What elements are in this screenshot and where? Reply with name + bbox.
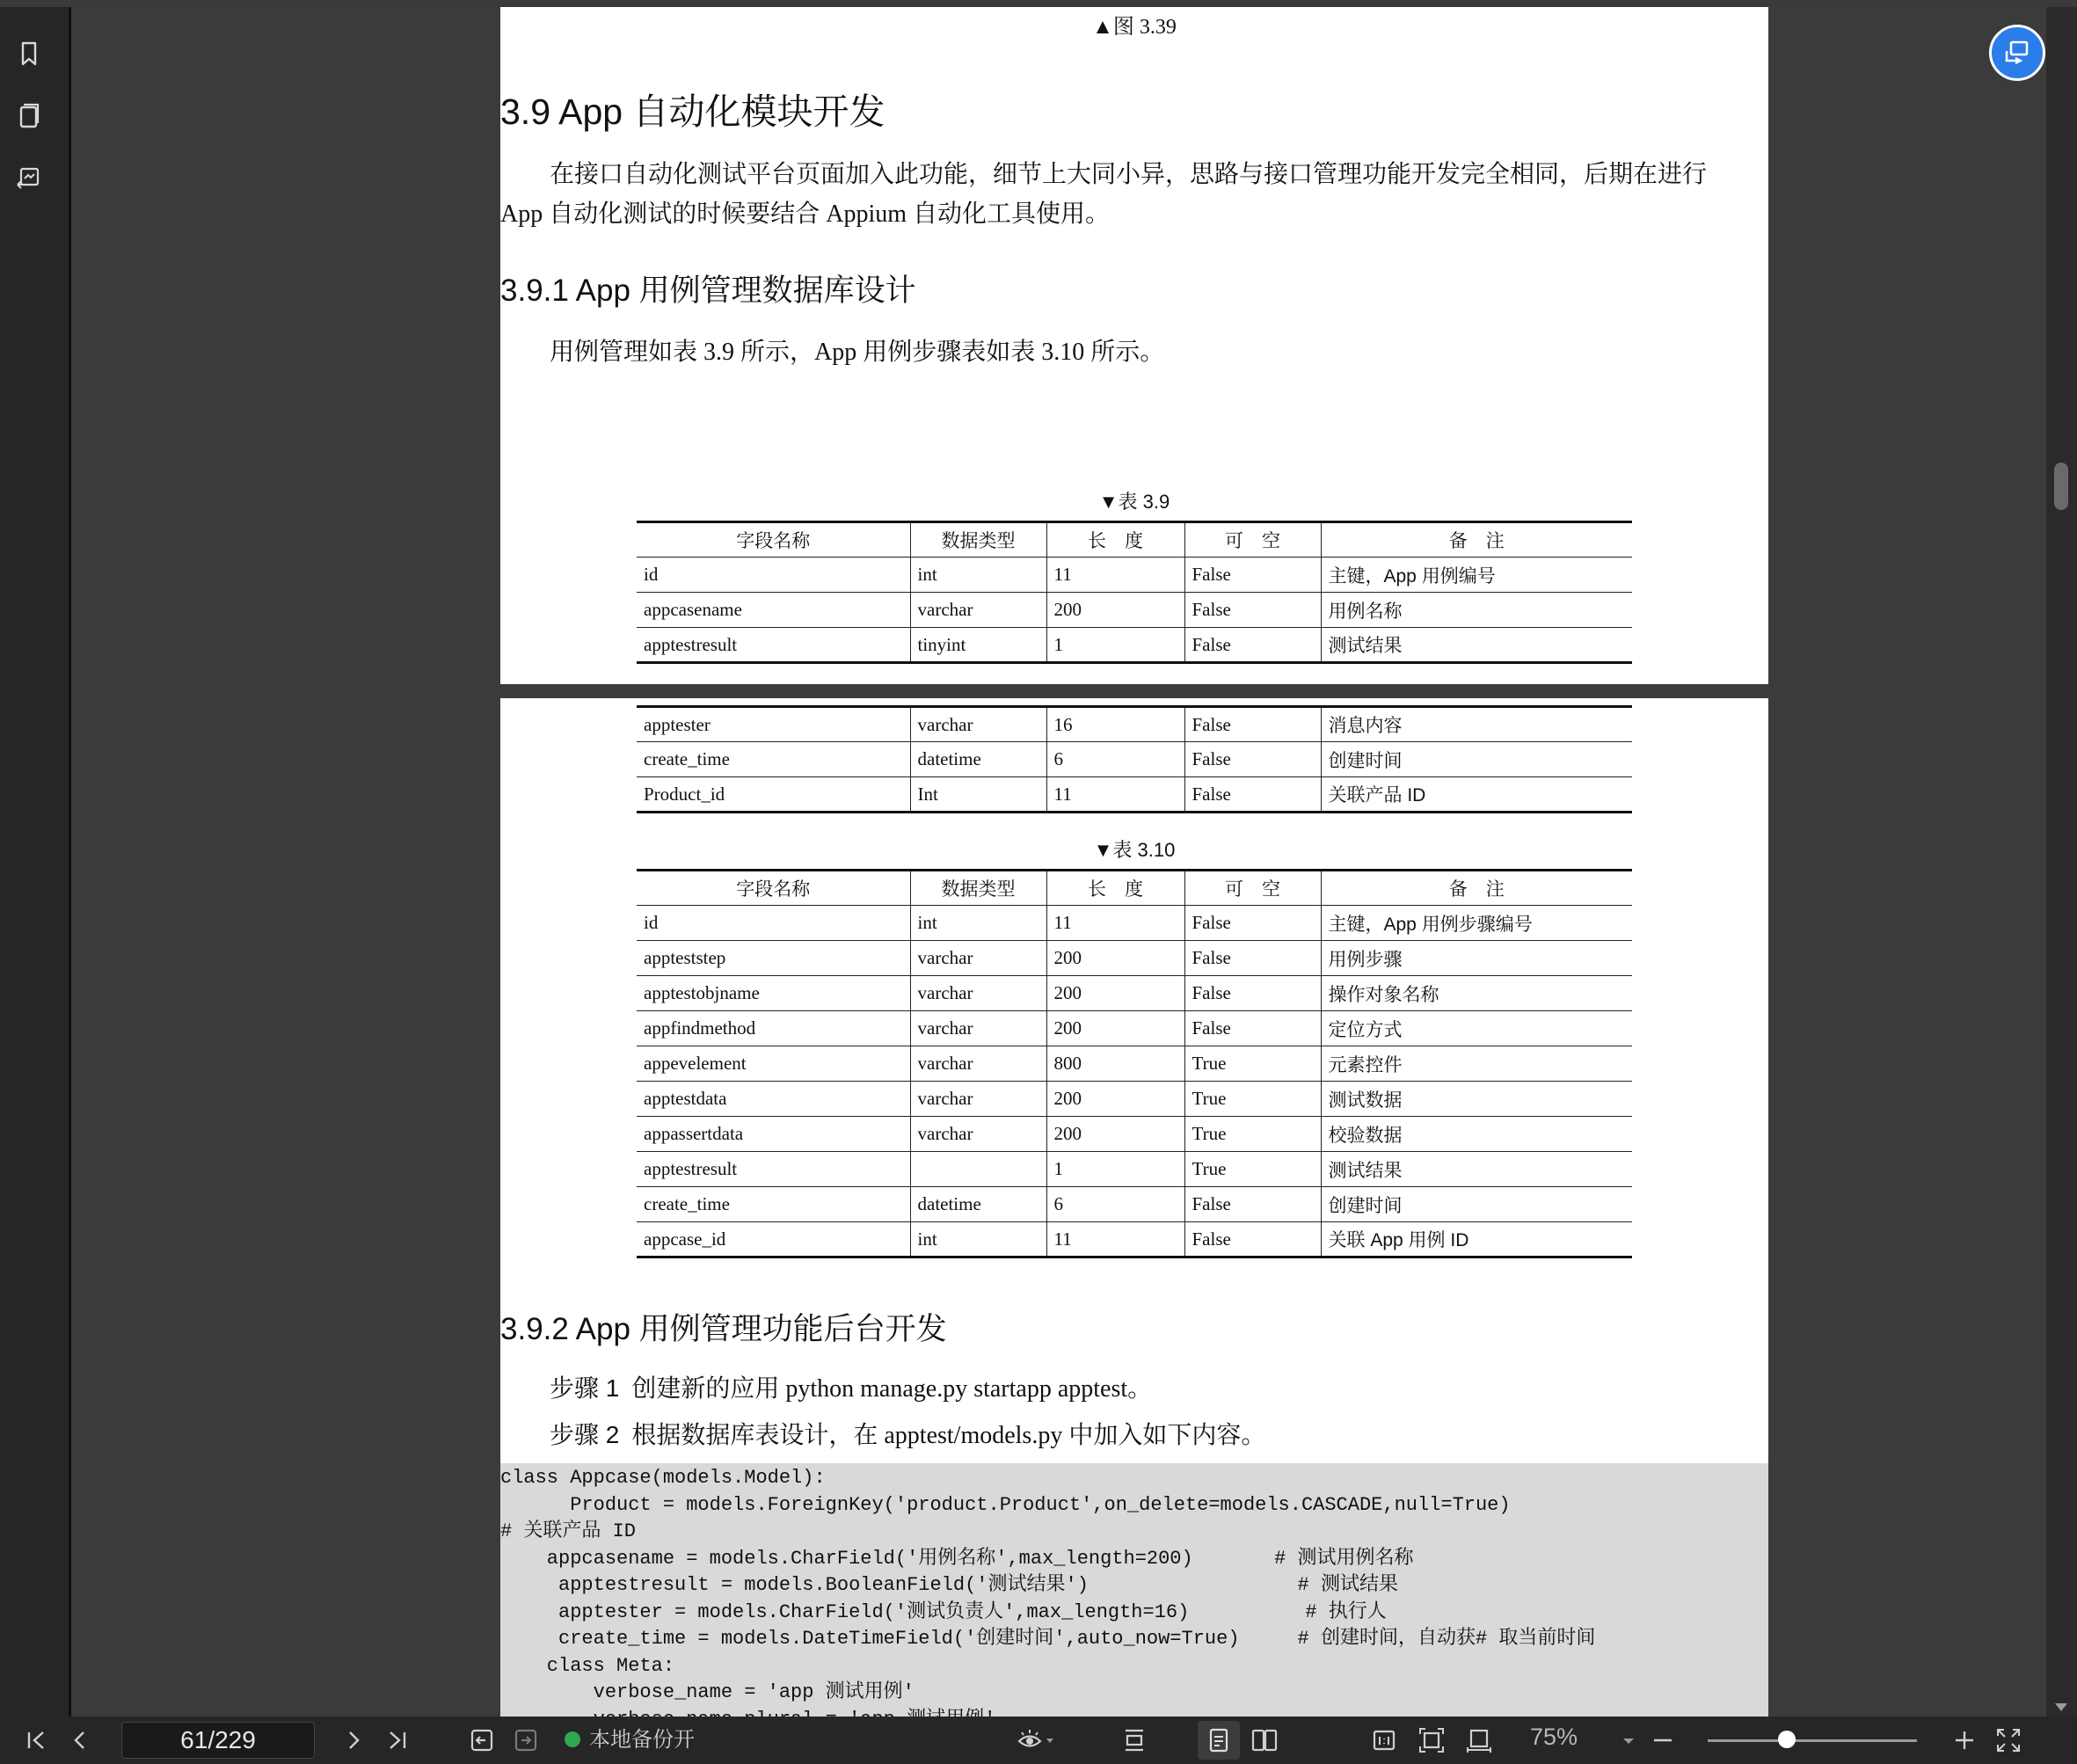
table-cell: 11 bbox=[1046, 777, 1184, 813]
section-intro-line1: 在接口自动化测试平台页面加入此功能，细节上大同小异，思路与接口管理功能开发完全相同，后期在进行 bbox=[550, 161, 1708, 188]
code-line: Product = models.ForeignKey('product.Product',on_delete=models.CASCADE,null=True) bbox=[500, 1493, 1511, 1516]
table-row bbox=[637, 628, 1632, 663]
single-page-icon[interactable] bbox=[1205, 1726, 1233, 1754]
table-row bbox=[637, 1082, 1632, 1117]
table-row bbox=[637, 742, 1632, 777]
code-block bbox=[500, 1463, 1768, 1729]
table-cell: True bbox=[1184, 1046, 1321, 1082]
table-cell: 16 bbox=[1046, 707, 1184, 742]
next-page-icon[interactable] bbox=[339, 1726, 368, 1754]
code-line: apptestresult = models.BooleanField('测试结果') # 测试结果 bbox=[500, 1574, 1398, 1596]
step-2 bbox=[550, 1416, 1265, 1451]
table-cell: appteststep bbox=[637, 941, 910, 976]
table-cell: create_time bbox=[637, 742, 910, 777]
backup-status[interactable] bbox=[565, 1725, 695, 1755]
table-cell: apptestresult bbox=[637, 628, 910, 663]
table-cell: 创建时间 bbox=[1321, 1187, 1632, 1222]
table-row bbox=[637, 906, 1632, 941]
table-cell: datetime bbox=[910, 742, 1046, 777]
table-cell: False bbox=[1184, 628, 1321, 663]
section-intro-line2: App 自动化测试的时候要结合 Appium 自动化工具使用。 bbox=[500, 200, 1111, 228]
table-cell: 主键，App 用例编号 bbox=[1321, 558, 1632, 593]
table-cell: 关联 App 用例 ID bbox=[1321, 1222, 1632, 1257]
table-row bbox=[637, 1117, 1632, 1152]
table-header-cell: 长 度 bbox=[1046, 871, 1184, 906]
annotation-icon[interactable] bbox=[13, 164, 45, 195]
table-cell: varchar bbox=[910, 593, 1046, 628]
zoom-level[interactable]: 75% bbox=[1530, 1724, 1578, 1750]
table-cell: appevelement bbox=[637, 1046, 910, 1082]
table-row bbox=[637, 593, 1632, 628]
table-cell: False bbox=[1184, 777, 1321, 813]
thumbnail-icon[interactable] bbox=[13, 100, 45, 132]
back-icon[interactable] bbox=[468, 1726, 496, 1754]
dual-page-icon[interactable] bbox=[1250, 1726, 1279, 1754]
table-cell: appfindmethod bbox=[637, 1011, 910, 1046]
page-top bbox=[500, 7, 1768, 684]
table-cell: Int bbox=[910, 777, 1046, 813]
table-cell: Product_id bbox=[637, 777, 910, 813]
eye-care-icon[interactable] bbox=[1017, 1726, 1057, 1754]
table-3-9-part2 bbox=[637, 705, 1632, 813]
table-cell: 200 bbox=[1046, 1082, 1184, 1117]
table-header-row bbox=[637, 871, 1632, 906]
step-2-label: 步骤 2 bbox=[550, 1421, 620, 1448]
table-cell: False bbox=[1184, 558, 1321, 593]
table-cell: create_time bbox=[637, 1187, 910, 1222]
step-1-text: 创建新的应用 python manage.py startapp apptest。 bbox=[631, 1375, 1153, 1403]
figure-caption: ▲图 3.39 bbox=[1092, 16, 1177, 39]
table-header-cell: 数据类型 bbox=[910, 871, 1046, 906]
table-cell: False bbox=[1184, 1187, 1321, 1222]
code-line: class Appcase(models.Model): bbox=[500, 1467, 826, 1489]
table-cell: False bbox=[1184, 1011, 1321, 1046]
table-cell: 元素控件 bbox=[1321, 1046, 1632, 1082]
first-page-icon[interactable] bbox=[22, 1726, 50, 1754]
table-cell: 用例名称 bbox=[1321, 593, 1632, 628]
table-cell: varchar bbox=[910, 1046, 1046, 1082]
table-3-10 bbox=[637, 869, 1632, 1258]
section-heading: 3.9 App 自动化模块开发 bbox=[500, 91, 885, 132]
table-header-cell: 长 度 bbox=[1046, 522, 1184, 558]
backup-status-dot bbox=[565, 1731, 580, 1747]
table-cell: True bbox=[1184, 1117, 1321, 1152]
table-cell: varchar bbox=[910, 1082, 1046, 1117]
table-3-9-part1 bbox=[637, 521, 1632, 664]
table-cell: varchar bbox=[910, 976, 1046, 1011]
bookmark-icon[interactable] bbox=[13, 38, 45, 69]
table-cell: 200 bbox=[1046, 1011, 1184, 1046]
code-line: apptester = models.CharField('测试负责人',max_length=16) # 执行人 bbox=[500, 1600, 1387, 1623]
table-cell: appassertdata bbox=[637, 1117, 910, 1152]
table-row bbox=[637, 1187, 1632, 1222]
table-header-cell: 可 空 bbox=[1184, 522, 1321, 558]
table-cell: 测试数据 bbox=[1321, 1082, 1632, 1117]
table-header-row bbox=[637, 522, 1632, 558]
subsection-1-text: 用例管理如表 3.9 所示，App 用例步骤表如表 3.10 所示。 bbox=[550, 339, 1165, 366]
scroll-down-arrow-icon[interactable] bbox=[2055, 1703, 2067, 1711]
table-row bbox=[637, 941, 1632, 976]
table-cell: appcasename bbox=[637, 593, 910, 628]
table-header-cell: 备 注 bbox=[1321, 522, 1632, 558]
table-cell: 校验数据 bbox=[1321, 1117, 1632, 1152]
table-cell: int bbox=[910, 1222, 1046, 1257]
table-cell: id bbox=[637, 558, 910, 593]
convert-icon bbox=[1992, 27, 2043, 78]
table-cell: 关联产品 ID bbox=[1321, 777, 1632, 813]
zoom-slider-track[interactable] bbox=[1708, 1739, 1917, 1742]
zoom-out-icon[interactable] bbox=[1649, 1726, 1677, 1754]
step-2-text: 根据数据库表设计，在 apptest/models.py 中加入如下内容。 bbox=[631, 1422, 1266, 1449]
document-viewport[interactable] bbox=[71, 7, 2046, 1717]
table-cell: appcase_id bbox=[637, 1222, 910, 1257]
table-cell: False bbox=[1184, 742, 1321, 777]
table-cell: varchar bbox=[910, 941, 1046, 976]
table-cell: 800 bbox=[1046, 1046, 1184, 1082]
actual-size-icon[interactable] bbox=[1370, 1726, 1398, 1754]
section-intro bbox=[500, 155, 1768, 234]
table-cell: 测试结果 bbox=[1321, 628, 1632, 663]
table-row bbox=[637, 976, 1632, 1011]
table-cell: 200 bbox=[1046, 941, 1184, 976]
table-cell: False bbox=[1184, 906, 1321, 941]
table-cell: varchar bbox=[910, 1011, 1046, 1046]
table-cell: 200 bbox=[1046, 593, 1184, 628]
table-cell: int bbox=[910, 558, 1046, 593]
prev-page-icon[interactable] bbox=[66, 1726, 94, 1754]
table-cell: 1 bbox=[1046, 1152, 1184, 1187]
subsection-heading-2: 3.9.2 App 用例管理功能后台开发 bbox=[500, 1312, 947, 1346]
table-cell: 11 bbox=[1046, 1222, 1184, 1257]
step-1 bbox=[550, 1369, 1152, 1404]
table-cell: varchar bbox=[910, 707, 1046, 742]
table-cell: False bbox=[1184, 593, 1321, 628]
code-line: appcasename = models.CharField('用例名称',max_length=200) # 测试用例名称 bbox=[500, 1547, 1414, 1570]
table-header-cell: 备 注 bbox=[1321, 871, 1632, 906]
code-line: create_time = models.DateTimeField('创建时间',auto_now=True) # 创建时间，自动获# 取当前时间 bbox=[500, 1628, 1596, 1650]
continuous-scroll-icon[interactable] bbox=[1120, 1726, 1148, 1754]
table-cell: apptestobjname bbox=[637, 976, 910, 1011]
table-cell: 消息内容 bbox=[1321, 707, 1632, 742]
page-number-input[interactable]: 61/229 bbox=[121, 1722, 315, 1759]
table-cell: id bbox=[637, 906, 910, 941]
table-cell: 11 bbox=[1046, 558, 1184, 593]
table-3-9-caption: ▼表 3.9 bbox=[1098, 491, 1170, 513]
vertical-scrollbar[interactable] bbox=[2046, 7, 2077, 1717]
step-1-label: 步骤 1 bbox=[550, 1374, 620, 1402]
table-header-cell: 数据类型 bbox=[910, 522, 1046, 558]
table-cell: 测试结果 bbox=[1321, 1152, 1632, 1187]
fullscreen-icon[interactable] bbox=[1994, 1726, 2022, 1754]
table-cell: varchar bbox=[910, 1117, 1046, 1152]
table-header-cell: 字段名称 bbox=[637, 871, 910, 906]
table-cell: 6 bbox=[1046, 1187, 1184, 1222]
table-header-cell: 可 空 bbox=[1184, 871, 1321, 906]
table-cell: 定位方式 bbox=[1321, 1011, 1632, 1046]
forward-icon[interactable] bbox=[512, 1726, 540, 1754]
left-sidebar bbox=[0, 7, 71, 1717]
table-row bbox=[637, 1152, 1632, 1187]
bottom-toolbar bbox=[0, 1717, 2077, 1764]
table-cell: tinyint bbox=[910, 628, 1046, 663]
table-cell bbox=[910, 1152, 1046, 1187]
table-header-cell: 字段名称 bbox=[637, 522, 910, 558]
zoom-in-icon[interactable] bbox=[1950, 1726, 1979, 1754]
table-cell: datetime bbox=[910, 1187, 1046, 1222]
table-cell: apptestdata bbox=[637, 1082, 910, 1117]
table-cell: 用例步骤 bbox=[1321, 941, 1632, 976]
table-cell: 200 bbox=[1046, 976, 1184, 1011]
table-row bbox=[637, 1222, 1632, 1257]
table-cell: True bbox=[1184, 1152, 1321, 1187]
table-cell: 200 bbox=[1046, 1117, 1184, 1152]
window-top-strip bbox=[0, 0, 2077, 7]
table-cell: 创建时间 bbox=[1321, 742, 1632, 777]
table-cell: apptestresult bbox=[637, 1152, 910, 1187]
table-cell: False bbox=[1184, 941, 1321, 976]
table-row bbox=[637, 1011, 1632, 1046]
table-cell: 1 bbox=[1046, 628, 1184, 663]
table-cell: False bbox=[1184, 1222, 1321, 1257]
page-bottom bbox=[500, 698, 1768, 1717]
last-page-icon[interactable] bbox=[383, 1726, 412, 1754]
table-row bbox=[637, 707, 1632, 742]
scrollbar-thumb[interactable] bbox=[2054, 463, 2068, 510]
code-line: verbose_name = 'app 测试用例' bbox=[500, 1681, 915, 1703]
zoom-slider-handle[interactable] bbox=[1778, 1731, 1796, 1748]
subsection-heading-1: 3.9.1 App 用例管理数据库设计 bbox=[500, 273, 916, 308]
table-cell: apptester bbox=[637, 707, 910, 742]
table-cell: 操作对象名称 bbox=[1321, 976, 1632, 1011]
fit-page-icon[interactable] bbox=[1417, 1726, 1446, 1754]
table-row bbox=[637, 1046, 1632, 1082]
table-cell: False bbox=[1184, 707, 1321, 742]
table-row bbox=[637, 558, 1632, 593]
fit-width-icon[interactable] bbox=[1465, 1726, 1493, 1754]
table-3-10-caption: ▼表 3.10 bbox=[1093, 839, 1176, 861]
code-line: # 关联产品 ID bbox=[500, 1520, 637, 1542]
code-line: class Meta: bbox=[500, 1654, 675, 1677]
zoom-dropdown-icon[interactable] bbox=[1618, 1726, 1639, 1754]
table-cell: 主键，App 用例步骤编号 bbox=[1321, 906, 1632, 941]
table-cell: False bbox=[1184, 976, 1321, 1011]
table-cell: 6 bbox=[1046, 742, 1184, 777]
backup-status-text: 本地备份开 bbox=[589, 1728, 695, 1752]
table-row bbox=[637, 777, 1632, 813]
table-cell: True bbox=[1184, 1082, 1321, 1117]
convert-document-button[interactable] bbox=[1989, 25, 2045, 81]
table-cell: int bbox=[910, 906, 1046, 941]
table-cell: 11 bbox=[1046, 906, 1184, 941]
